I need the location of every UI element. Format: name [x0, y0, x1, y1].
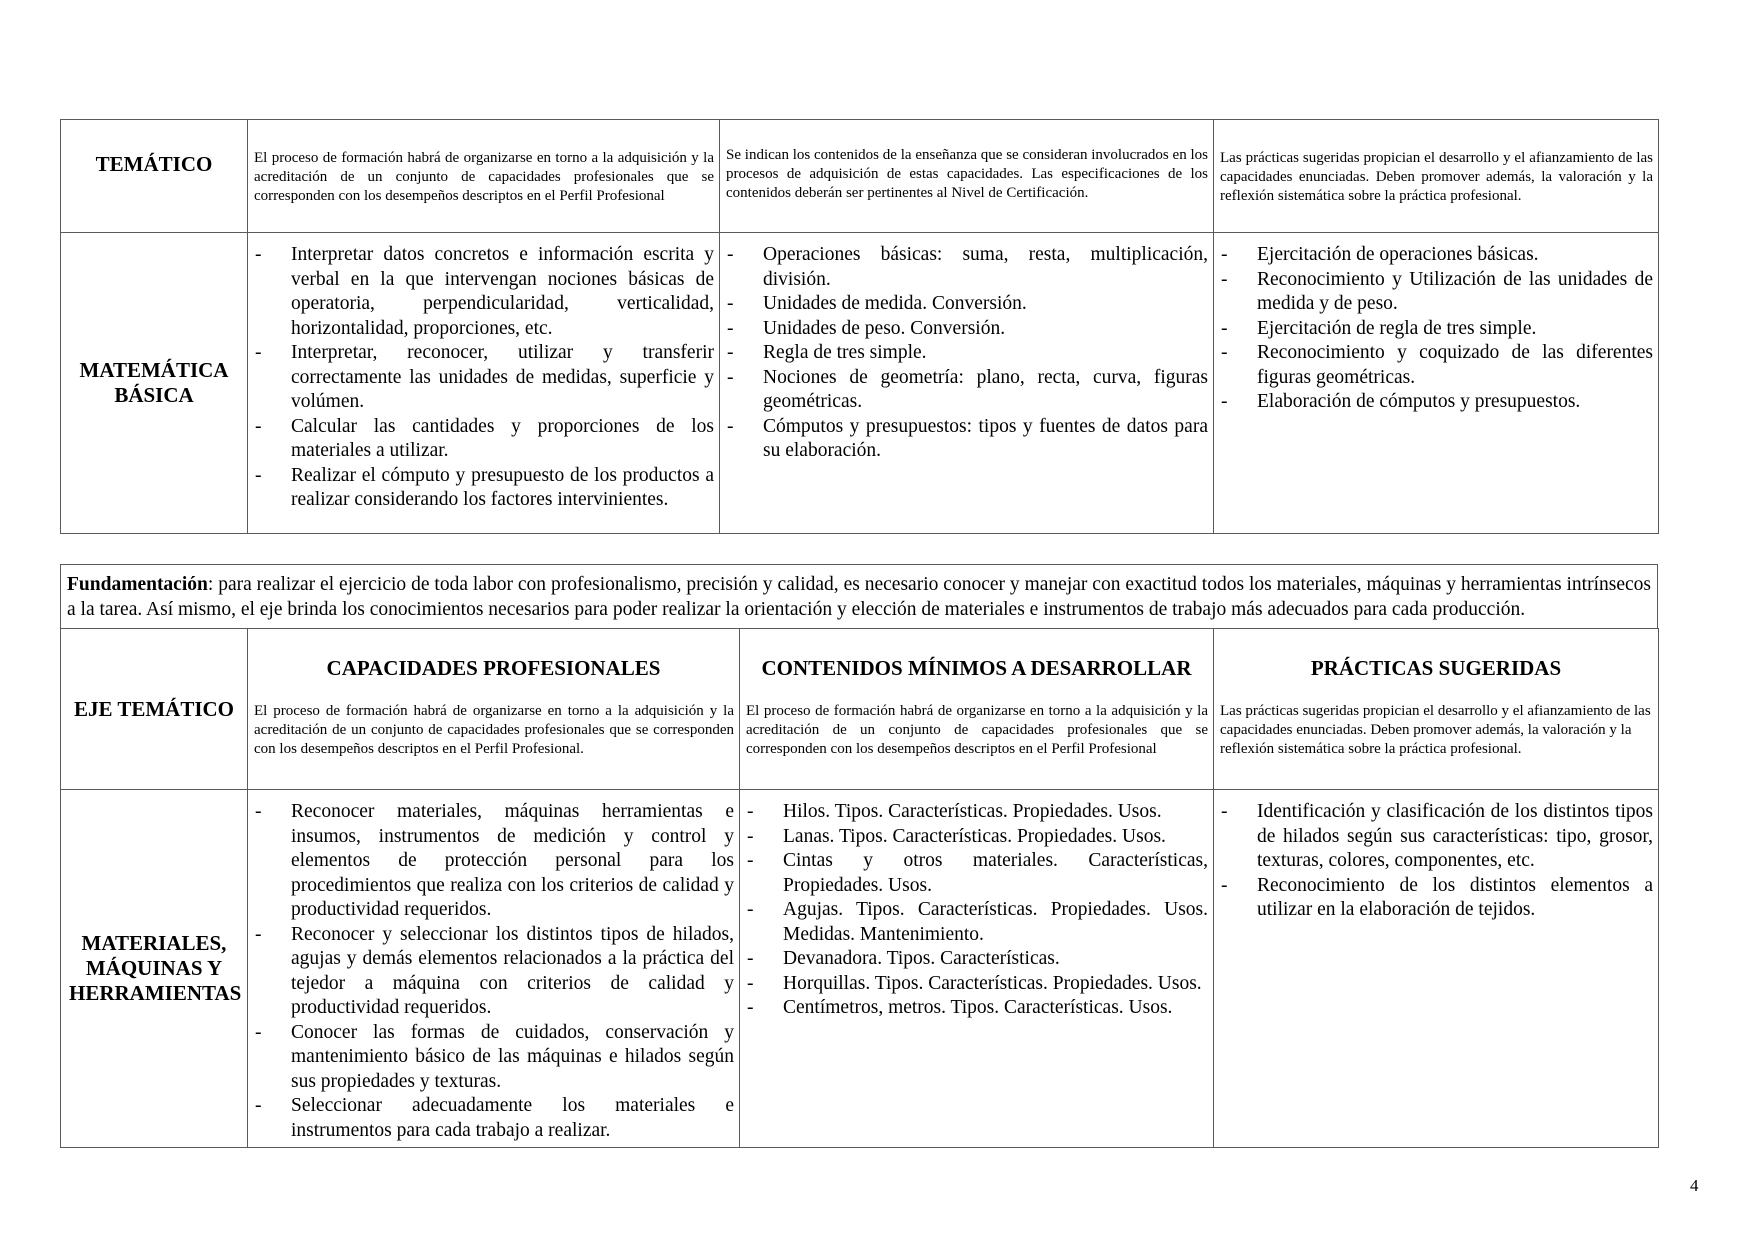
practicas-list	[1214, 233, 1658, 419]
fundamentacion	[60, 564, 1658, 629]
list-item: - Conocer las formas de cuidados, conservación y mantenimiento básico de las máquinas e hilados según sus propiedades y texturas.	[254, 1021, 734, 1095]
list-item: - Reconocer materiales, máquinas herramientas e insumos, instrumentos de medición y control y elementos de protección personal para los procedimientos que realiza con los criterios de calidad y productividad requeridos.	[254, 800, 734, 923]
list-item: - Unidades de medida. Conversión.	[726, 292, 1208, 317]
eje-label: TEMÁTICO	[61, 120, 248, 233]
list-item: - Lanas. Tipos. Características. Propiedades. Usos.	[746, 825, 1208, 850]
list-item: - Reconocer y seleccionar los distintos tipos de hilados, agujas y demás elementos relacionados a la práctica del tejedor a máquina con criterios de calidad y productividad requeridos.	[254, 923, 734, 1021]
list-item: - Ejercitación de regla de tres simple.	[1220, 317, 1653, 342]
contenidos-title: CONTENIDOS MÍNIMOS A DESARROLLAR	[761, 656, 1192, 680]
capacidades-cell	[248, 790, 740, 1148]
page-number: 4	[1690, 1176, 1699, 1195]
list-item: - Devanadora. Tipos. Características.	[746, 947, 1208, 972]
practicas-cell	[1214, 790, 1659, 1148]
contenidos-header	[740, 629, 1214, 790]
list-item: - Realizar el cómputo y presupuesto de los productos a realizar considerando los factores intervinientes.	[254, 464, 714, 513]
table-header-row	[61, 120, 1659, 233]
list-item: - Elaboración de cómputos y presupuestos.	[1220, 390, 1653, 415]
contenidos-note: El proceso de formación habrá de organizarse en torno a la adquisición y la acreditación de un conjunto de capacidades profesionales que se corresponden con los desempeños descriptos en el Perfil Profesional	[746, 703, 1208, 757]
list-item: - Interpretar, reconocer, utilizar y transferir correctamente las unidades de medidas, superficie y volúmen.	[254, 341, 714, 415]
list-item: - Centímetros, metros. Tipos. Características. Usos.	[746, 996, 1208, 1021]
list-item: - Interpretar datos concretos e información escrita y verbal en la que intervengan nociones básicas de operatoria, perpendicularidad, verticalidad, horizontalidad, proporciones, etc.	[254, 243, 714, 341]
contenidos-list	[740, 790, 1213, 1025]
list-item: - Operaciones básicas: suma, resta, multiplicación, división.	[726, 243, 1208, 292]
contenidos-note: Se indican los contenidos de la enseñanza que se consideran involucrados en los procesos de adquisición de estas capacidades. Las especificaciones de los contenidos deberán ser pertinentes al Nivel de Certificación.	[720, 120, 1214, 233]
list-item: - Cintas y otros materiales. Características, Propiedades. Usos.	[746, 849, 1208, 898]
contenidos-list	[720, 233, 1213, 468]
eje-name: MATERIALES, MÁQUINAS Y HERRAMIENTAS	[61, 790, 248, 1148]
table-row	[61, 790, 1659, 1148]
table-header-row	[61, 629, 1659, 790]
list-item: - Ejercitación de operaciones básicas.	[1220, 243, 1653, 268]
capacidades-note: El proceso de formación habrá de organizarse en torno a la adquisición y la acreditación de un conjunto de capacidades profesionales que se corresponden con los desempeños descriptos en el Perfil Profesional	[248, 120, 720, 233]
list-item: - Reconocimiento y Utilización de las unidades de medida y de peso.	[1220, 268, 1653, 317]
eje-label: EJE TEMÁTICO	[61, 629, 248, 790]
list-item: - Nociones de geometría: plano, recta, curva, figuras geométricas.	[726, 366, 1208, 415]
contenidos-cell	[740, 790, 1214, 1148]
list-item: - Reconocimiento y coquizado de las diferentes figuras geométricas.	[1220, 341, 1653, 390]
practicas-list	[1214, 790, 1658, 927]
practicas-note: Las prácticas sugeridas propician el desarrollo y el afianzamiento de las capacidades enunciadas. Deben promover además, la valoración y la reflexión sistemática sobre la práctica profesional.	[1214, 120, 1659, 233]
list-item: - Unidades de peso. Conversión.	[726, 317, 1208, 342]
list-item: - Identificación y clasificación de los distintos tipos de hilados según sus características: tipo, grosor, texturas, colores, componentes, etc.	[1220, 800, 1653, 874]
list-item: - Horquillas. Tipos. Características. Propiedades. Usos.	[746, 972, 1208, 997]
table-row	[61, 233, 1659, 534]
capacidades-note: El proceso de formación habrá de organizarse en torno a la adquisición y la acreditación de un conjunto de capacidades profesionales que se corresponden con los desempeños descriptos en el Perfil Profesional.	[254, 703, 734, 757]
fundamentacion-label: Fundamentación	[67, 574, 208, 595]
practicas-cell	[1214, 233, 1659, 534]
table-matematica	[60, 119, 1659, 534]
list-item: - Cómputos y presupuestos: tipos y fuentes de datos para su elaboración.	[726, 415, 1208, 464]
contenidos-cell	[720, 233, 1214, 534]
list-item: - Agujas. Tipos. Características. Propiedades. Usos. Medidas. Mantenimiento.	[746, 898, 1208, 947]
capacidades-list	[248, 790, 739, 1147]
practicas-title: PRÁCTICAS SUGERIDAS	[1310, 656, 1562, 680]
capacidades-header	[248, 629, 740, 790]
practicas-header	[1214, 629, 1659, 790]
capacidades-cell	[248, 233, 720, 534]
table-materiales-block	[60, 564, 1658, 1148]
eje-name: MATEMÁTICA BÁSICA	[61, 233, 248, 534]
capacidades-list	[248, 233, 719, 517]
list-item: - Calcular las cantidades y proporciones de los materiales a utilizar.	[254, 415, 714, 464]
list-item: - Hilos. Tipos. Características. Propiedades. Usos.	[746, 800, 1208, 825]
capacidades-title: CAPACIDADES PROFESIONALES	[326, 656, 661, 680]
list-item: - Reconocimiento de los distintos elementos a utilizar en la elaboración de tejidos.	[1220, 874, 1653, 923]
list-item: - Regla de tres simple.	[726, 341, 1208, 366]
fundamentacion-text: : para realizar el ejercicio de toda labor con profesionalismo, precisión y calidad, es necesario conocer y manejar con exactitud todos los materiales, máquinas y herramientas intrínsecos a la tarea. Así mismo, el eje brinda los conocimientos necesarios para poder realizar la orientación y elección de materiales e instrumentos de trabajo más adecuados para cada producción.	[67, 574, 1651, 620]
table-materiales	[60, 628, 1659, 1148]
list-item: - Seleccionar adecuadamente los materiales e instrumentos para cada trabajo a realizar.	[254, 1094, 734, 1143]
practicas-note: Las prácticas sugeridas propician el desarrollo y el afianzamiento de las capacidades enunciadas. Deben promover además, la valoración y la reflexión sistemática sobre la práctica profesional.	[1220, 703, 1651, 757]
